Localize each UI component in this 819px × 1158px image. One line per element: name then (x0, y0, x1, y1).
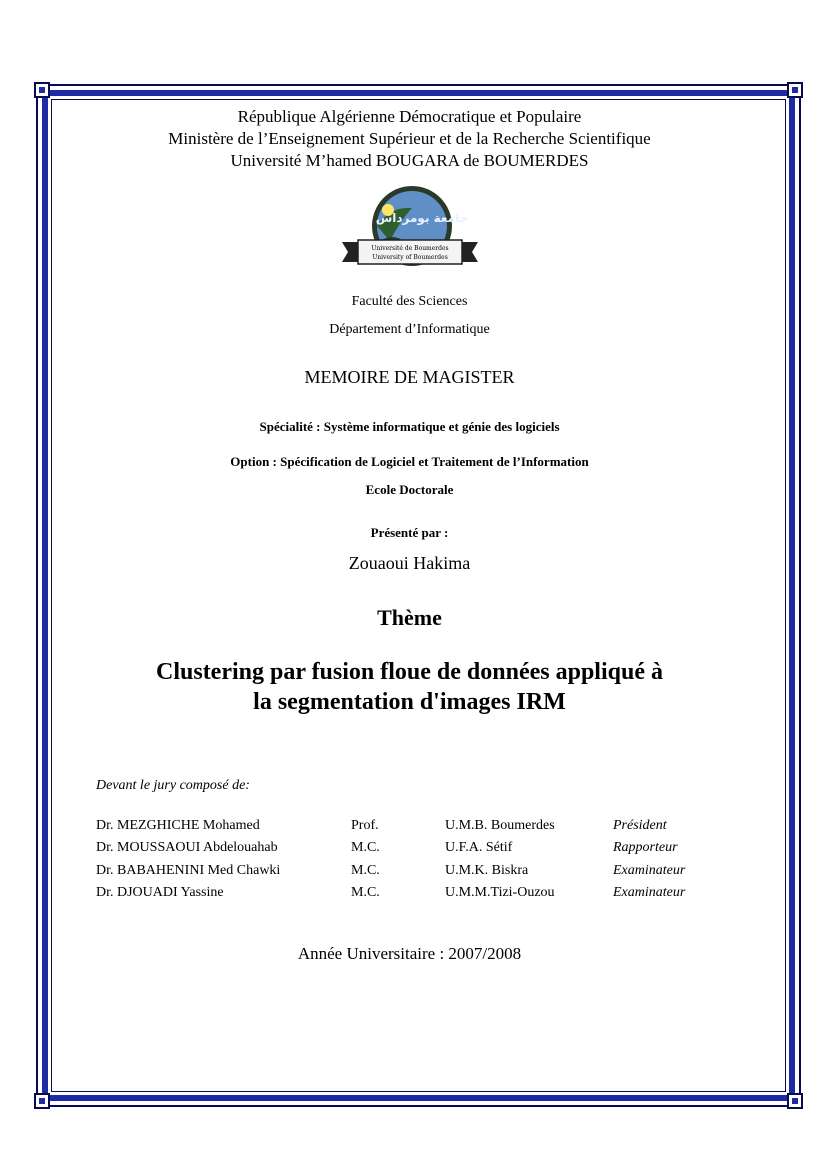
jury-row (0, 863, 819, 885)
faculty-label: Faculté des Sciences (351, 294, 468, 309)
school-line: Ecole Doctorale (365, 482, 454, 497)
corner-ornament-top-right (787, 82, 803, 98)
author-name: Zouaoui Hakima (348, 553, 471, 573)
svg-text:جامعة بومرداس: جامعة بومرداس (375, 211, 469, 225)
jury-intro: Devant le jury composé de: (96, 778, 250, 793)
jury-role: Rapporteur (613, 840, 678, 855)
svg-text:Université de Boumerdes: Université de Boumerdes (371, 245, 449, 252)
thesis-title-line-1: Clustering par fusion floue de données appliqué à (156, 659, 663, 685)
academic-year: Année Universitaire : 2007/2008 (297, 944, 522, 963)
jury-row (0, 818, 819, 840)
svg-text:University of Boumerdes: University of Boumerdes (372, 254, 448, 261)
corner-ornament-top-left (34, 82, 50, 98)
theme-label: Thème (377, 605, 442, 630)
jury-university: U.M.K. Biskra (445, 863, 529, 878)
option-line: Option : Spécification de Logiciel et Traitement de l’Information (230, 454, 589, 469)
university-line: Université M’hamed BOUGARA de BOUMERDES (230, 151, 589, 170)
jury-role: Examinateur (613, 863, 686, 878)
department-label: Département d’Informatique (329, 322, 490, 337)
jury-name: Dr. MEZGHICHE Mohamed (96, 818, 260, 833)
jury-row (0, 885, 819, 907)
jury-row (0, 840, 819, 862)
jury-role: Président (613, 818, 667, 833)
corner-ornament-bottom-right (787, 1093, 803, 1109)
university-logo (340, 186, 480, 276)
presented-by-label: Présenté par : (370, 525, 449, 540)
jury-grade: M.C. (351, 863, 380, 878)
republic-line: République Algérienne Démocratique et Populaire (237, 107, 582, 126)
jury-university: U.M.B. Boumerdes (445, 818, 555, 833)
ministry-line: Ministère de l’Enseignement Supérieur et de la Recherche Scientifique (168, 129, 651, 148)
document-type: MEMOIRE DE MAGISTER (304, 367, 515, 387)
jury-name: Dr. DJOUADI Yassine (96, 885, 224, 900)
jury-role: Examinateur (613, 885, 686, 900)
jury-grade: M.C. (351, 885, 380, 900)
jury-grade: Prof. (351, 818, 379, 833)
jury-university: U.M.M.Tizi-Ouzou (445, 885, 555, 900)
jury-name: Dr. MOUSSAOUI Abdelouahab (96, 840, 278, 855)
specialite-line: Spécialité : Système informatique et génie des logiciels (259, 419, 560, 434)
jury-grade: M.C. (351, 840, 380, 855)
jury-university: U.F.A. Sétif (445, 840, 513, 855)
jury-name: Dr. BABAHENINI Med Chawki (96, 863, 281, 878)
thesis-title-line-2: la segmentation d'images IRM (253, 689, 566, 715)
corner-ornament-bottom-left (34, 1093, 50, 1109)
